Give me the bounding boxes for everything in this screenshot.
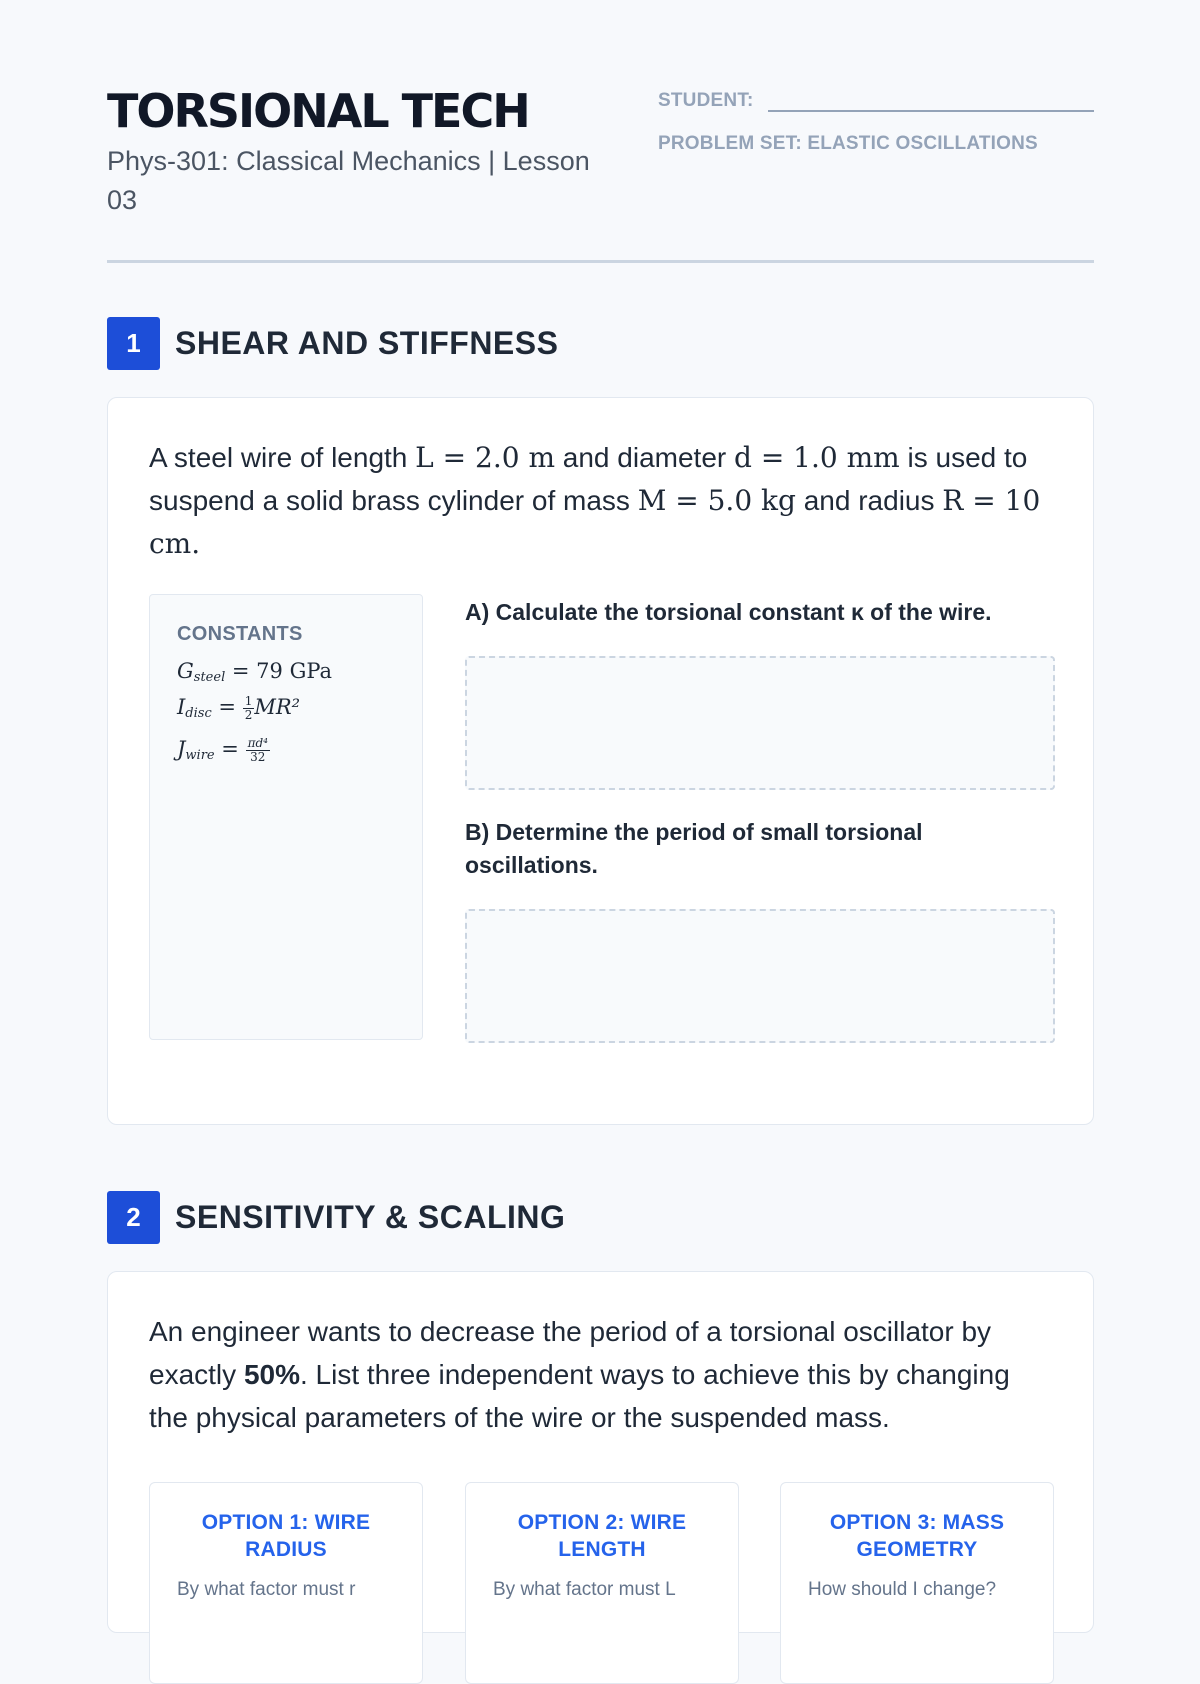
- answer-b-box[interactable]: [465, 909, 1055, 1043]
- problem-1-statement: A steel wire of length L = 2.0 m and diameter d = 1.0 mm is used to suspend a solid brass cylinder of mass M = 5.0 kg and radius R = 10 cm.: [149, 441, 1041, 560]
- question-a-label: A) Calculate the torsional constant κ of the wire.: [465, 599, 992, 625]
- target-percentage: 50%: [243, 1359, 300, 1390]
- option-3-question: How should I change?: [808, 1579, 997, 1600]
- option-card-wire-radius: [149, 1482, 423, 1684]
- section-2-card: [107, 1271, 1094, 1633]
- answer-a-box[interactable]: [465, 656, 1055, 790]
- section-2-title: SENSITIVITY & SCALING: [175, 1199, 566, 1235]
- course-subtitle: Phys-301: Classical Mechanics | Lesson 03: [107, 146, 590, 215]
- option-card-wire-length: [465, 1482, 739, 1684]
- option-1-title: OPTION 1: WIRE RADIUS: [201, 1511, 371, 1561]
- header-divider: [107, 260, 1094, 263]
- brand-title: TORSIONAL TECH: [107, 84, 529, 138]
- section-1-card: [107, 397, 1094, 1125]
- section-2-heading: [107, 1191, 565, 1244]
- math-radius: R = 10 cm.: [149, 484, 1041, 560]
- constant-i-disc: $I_{disc}$ = $\frac{1}{2}$ MR²: [177, 694, 301, 722]
- option-card-mass-geometry: [780, 1482, 1054, 1684]
- math-length: L = 2.0 m: [415, 441, 555, 474]
- math-mass: M = 5.0 kg: [637, 484, 796, 517]
- option-2-title: OPTION 2: WIRE LENGTH: [517, 1511, 687, 1561]
- option-1-question: By what factor must r: [177, 1579, 356, 1600]
- question-b-label: B) Determine the period of small torsional oscillations.: [465, 819, 923, 878]
- constant-g-steel: $G_{steel} = 79$ GPa: [177, 659, 333, 685]
- option-2-question: By what factor must L: [493, 1579, 676, 1600]
- constants-title: CONSTANTS: [177, 623, 303, 645]
- problem-2-statement: An engineer wants to decrease the period of a torsional oscillator by exactly 50%. List three independent ways to achieve this by changing the physical parameters of the wire or the suspended mass.: [149, 1316, 1010, 1433]
- student-field: [658, 86, 1094, 112]
- math-diameter: d = 1.0 mm: [734, 441, 900, 474]
- constant-j-wire: $J_{wire}$ = $\frac{\text{πd⁴}}{32}$: [177, 736, 268, 764]
- section-1-heading: [107, 317, 558, 370]
- section-1-number: 1: [107, 317, 160, 370]
- section-2-number: 2: [107, 1191, 160, 1244]
- section-1-title: SHEAR AND STIFFNESS: [175, 325, 559, 361]
- student-name-line[interactable]: [768, 86, 1094, 112]
- student-label: STUDENT:: [658, 90, 754, 111]
- constants-panel: [149, 594, 423, 1040]
- problem-set-label: PROBLEM SET: ELASTIC OSCILLATIONS: [658, 133, 1038, 154]
- option-3-title: OPTION 3: MASS GEOMETRY: [829, 1511, 1005, 1561]
